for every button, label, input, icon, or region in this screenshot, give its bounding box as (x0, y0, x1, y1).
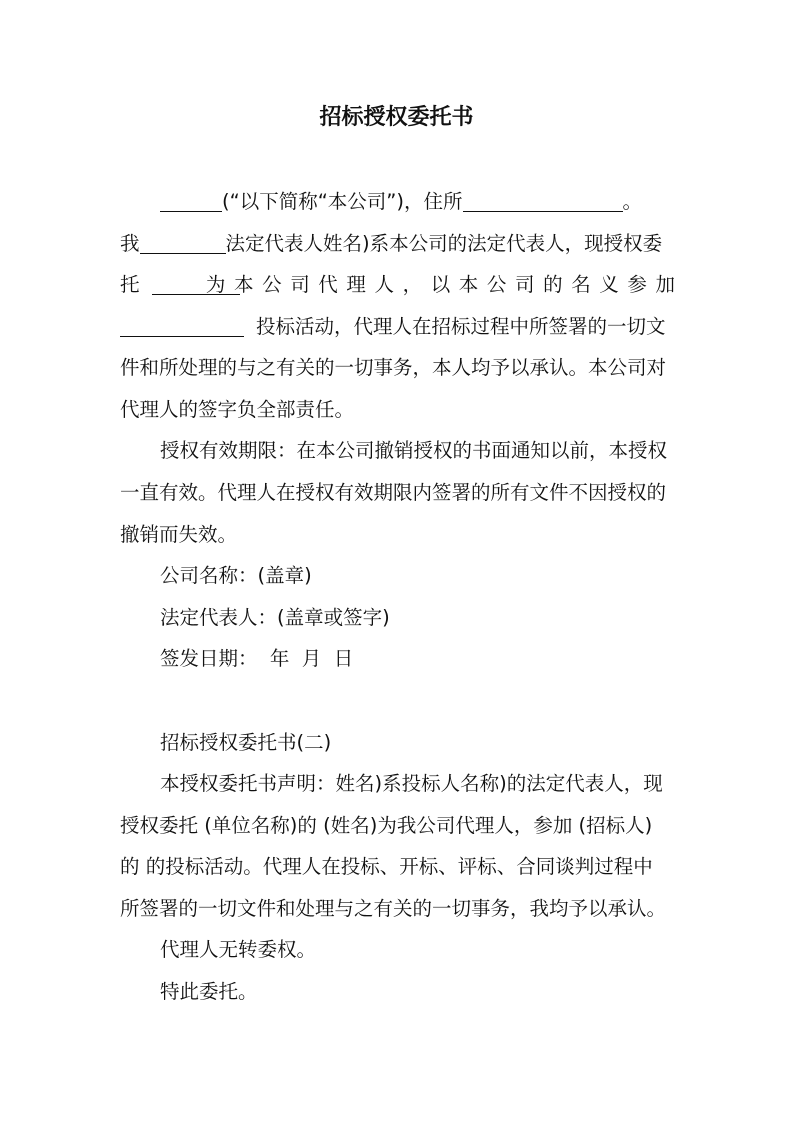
project-name-blank (120, 314, 244, 337)
paragraph-2-line-3: 撤销而失效。 (120, 523, 238, 546)
paragraph-1-line-5: 件和所处理的与之有关的一切事务，本人均予以承认。本公司对 (120, 356, 667, 379)
paragraph-2-line-2: 一直有效。代理人在授权有效期限内签署的所有文件不因授权的 (120, 481, 667, 504)
text-segment: 法定代表人姓名)系本公司的法定代表人，现授权委 (225, 232, 663, 255)
paragraph-1-line-2 (120, 227, 662, 261)
text-segment: 投标活动，代理人在招标过程中所签署的一切文 (256, 315, 666, 338)
section-2-paragraph-1-line-3: 的 的投标活动。代理人在投标、开标、评标、合同谈判过程中 (120, 855, 653, 878)
document-title: 招标授权委托书 (319, 105, 474, 130)
legal-rep-line: 法定代表人：(盖章或签字) (160, 606, 390, 629)
section-2-paragraph-2: 代理人无转委权。 (160, 938, 317, 961)
paragraph-1-line-3 (120, 268, 684, 302)
section-2-heading: 招标授权委托书(二) (160, 731, 332, 754)
company-name-line: 公司名称：(盖章) (160, 564, 312, 587)
paragraph-2-line-1: 授权有效期限：在本公司撤销授权的书面通知以前，本授权 (160, 439, 668, 462)
issue-date-line: 签发日期： 年 月 日 (160, 647, 354, 670)
text-segment: 我 (120, 232, 140, 255)
legal-rep-blank (140, 231, 226, 254)
text-segment: 为本公司代理人，以本公司的名义参加 (205, 273, 684, 296)
address-blank (463, 189, 623, 212)
section-2-paragraph-1-line-2: 授权委托 (单位名称)的 (姓名)为我公司代理人，参加 (招标人) (120, 814, 653, 837)
text-segment: (“以下简称“本公司”)，住所 (222, 190, 463, 213)
paragraph-1-line-4 (120, 310, 666, 344)
text-segment: 托 (120, 273, 140, 296)
section-2-paragraph-1-line-4: 所签署的一切文件和处理与之有关的一切事务，我均予以承认。 (120, 897, 667, 920)
section-2-paragraph-3: 特此委托。 (160, 980, 258, 1003)
section-2-paragraph-1-line-1: 本授权委托书声明：姓名)系投标人名称)的法定代表人，现 (160, 772, 663, 795)
paragraph-1-line-1 (160, 185, 642, 219)
paragraph-1-line-6: 代理人的签字负全部责任。 (120, 398, 355, 421)
text-segment: 。 (622, 190, 643, 213)
company-name-blank (160, 189, 222, 212)
